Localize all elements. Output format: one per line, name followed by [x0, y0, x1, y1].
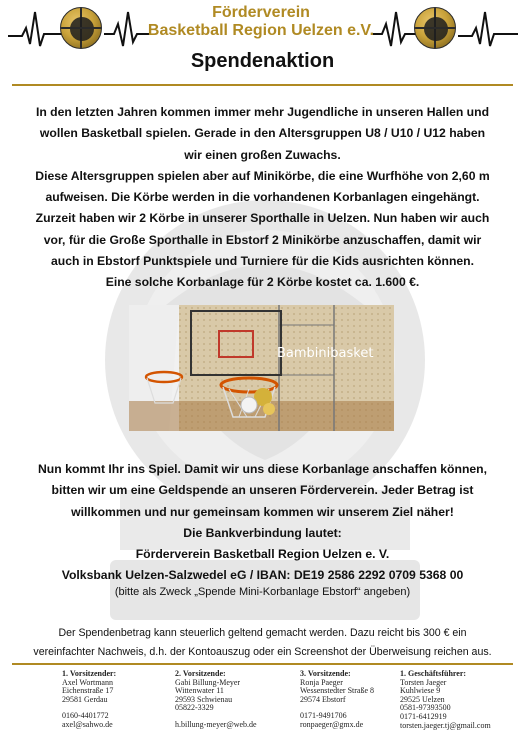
tax-note — [18, 624, 507, 661]
board-city: 29593 Schwienau — [175, 694, 233, 704]
board-fax: 0581-97393500 — [400, 703, 451, 713]
intro-line: Eine solche Korbanlage für 2 Körbe kostet ca. 1.600 €. — [105, 275, 420, 290]
board-phone: 05822-3329 — [175, 703, 214, 713]
mini-basket-illustration — [129, 305, 394, 431]
bank-iban: Volksbank Uelzen-Salzwedel eG / IBAN: DE19 2586 2292 0709 5368 00 — [61, 568, 464, 583]
board-email: h.billung-meyer@web.de — [175, 719, 257, 729]
board-email: axel@sahwo.de — [62, 719, 113, 729]
intro-line: In den letzten Jahren kommen immer mehr Jugendliche in unseren Hallen und — [35, 105, 490, 119]
tax-note-line: vereinfachter Nachweis, d.h. der Kontoauszug oder ein Screenshot der Überweisung reichen aus. — [33, 645, 492, 658]
photo-caption: Bambinibasket — [277, 346, 374, 361]
board-email: ronpaeger@gmx.de — [300, 719, 364, 729]
board-street: Eichenstraße 17 — [62, 686, 114, 696]
club-name-line1: Förderverein — [212, 4, 310, 21]
header-divider — [12, 84, 513, 86]
intro-line: Diese Altersgruppen spielen aber auf Minikörbe, die eine Wurfhöhe von 2,60 m — [35, 168, 490, 183]
board-phone: 0171-6412919 — [400, 711, 447, 721]
basket-photo — [129, 305, 394, 431]
board-member-3 — [300, 670, 374, 730]
purpose-note: (bitte als Zweck „Spende Mini-Korbanlage Ebstorf“ angeben) — [114, 586, 411, 598]
intro-line: aufweisen. Die Körbe werden in die vorhandenen Korbanlagen eingehängt. — [45, 190, 480, 205]
board-role: 2. Vorsitzende: — [175, 669, 226, 678]
tax-note-line: Der Spendenbetrag kann steuerlich geltend gemacht werden. Dazu reicht bis 300 € ein — [58, 627, 467, 639]
board-name: Torsten Jaeger — [400, 677, 447, 687]
intro-paragraph — [18, 102, 507, 294]
board-role: 3. Vorsitzende: — [300, 669, 351, 678]
appeal-line: willkommen und nur gemeinsam kommen wir unserem Ziel näher! — [71, 504, 454, 519]
board-member-4 — [400, 670, 491, 730]
board-phone: 0160-4401772 — [62, 711, 109, 721]
club-name-line2: Basketball Region Uelzen e.V. — [147, 22, 375, 39]
board-role: 1. Vorsitzender: — [62, 669, 117, 678]
intro-line: wir einen großen Zuwachs. — [184, 147, 341, 162]
intro-line: Zurzeit haben wir 2 Körbe in unserer Sporthalle in Uelzen. Nun haben wir auch — [35, 211, 490, 226]
heartbeat-line-right-icon — [458, 6, 518, 50]
intro-line: vor, für die Große Sporthalle in Ebstorf 2 Minikörbe anzuschaffen, damit wir — [43, 232, 482, 247]
board-street: Wessenstedter Straße 8 — [300, 686, 374, 696]
board-member-1 — [62, 670, 116, 730]
board-member-2 — [175, 670, 257, 730]
board-phone: 0171-9491706 — [300, 711, 347, 721]
appeal-line: Nun kommt Ihr ins Spiel. Damit wir uns diese Korbanlage anschaffen können, — [38, 462, 487, 476]
board-role: 1. Geschäftsführer: — [400, 669, 467, 678]
footer-divider — [12, 663, 513, 665]
appeal-paragraph — [18, 459, 507, 587]
heartbeat-line-left-icon — [8, 6, 64, 50]
board-city: 29581 Gerdau — [62, 694, 108, 704]
board-street: Wittenwater 11 — [175, 686, 224, 696]
board-street: Kuhlwiese 9 — [400, 686, 441, 696]
intro-line: auch in Ebstorf Punktspiele und Turniere für die Kids ausrichten können. — [50, 254, 474, 269]
intro-line: wollen Basketball spielen. Gerade in den Altersgruppen U8 / U10 / U12 haben — [39, 126, 486, 141]
board-name: Gabi Billung-Meyer — [175, 677, 241, 687]
appeal-line: bitten wir um eine Geldspende an unseren Förderverein. Jeder Betrag ist — [51, 483, 474, 498]
board-city: 29525 Uelzen — [400, 694, 445, 704]
board-name: Ronja Paeger — [300, 677, 343, 687]
basketball-logo-left-icon — [60, 7, 102, 49]
board-city: 29574 Ebstorf — [300, 694, 346, 704]
board-name: Axel Wortmann — [62, 677, 113, 687]
board-email: torsten.jaeger.tj@gmail.com — [400, 720, 491, 730]
bank-account-holder: Förderverein Basketball Region Uelzen e. V. — [135, 547, 390, 562]
letterhead — [0, 0, 525, 86]
page-title: Spendenaktion — [190, 50, 335, 72]
bank-heading: Die Bankverbindung lautet: — [183, 525, 342, 540]
